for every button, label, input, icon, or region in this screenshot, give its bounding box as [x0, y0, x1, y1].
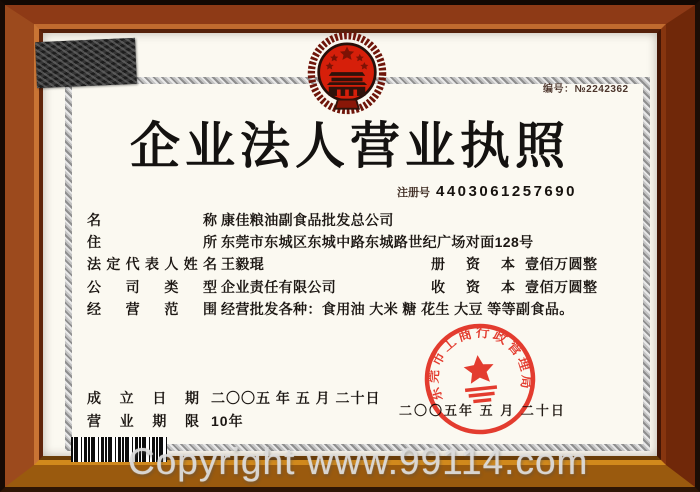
paid-in-capital-row	[431, 277, 598, 297]
registration-number-label: 注册号	[397, 187, 430, 199]
field-label: 经营范围	[87, 301, 217, 317]
field-row-company-type	[87, 277, 336, 297]
issue-date: 二〇〇五年 五 月 二十日	[399, 403, 566, 418]
term-label: 营业期限	[87, 413, 199, 429]
license-title: 企业法人营业执照	[130, 118, 570, 174]
field-row-address	[87, 232, 534, 252]
field-value: 东莞市东城区东城中路东城路世纪广场对面128号	[221, 234, 534, 250]
capital-value: 壹佰万圆整	[525, 256, 598, 272]
field-value: 经营批发各种：食用油 大米 糖 花生 大豆 等等副食品。	[221, 301, 574, 317]
serial-number: 编号：№2242362	[543, 84, 629, 95]
field-label: 名称	[87, 212, 217, 228]
capital-label: 收资本	[431, 279, 515, 295]
official-seal	[414, 313, 546, 445]
certificate-paper	[43, 33, 657, 456]
established-label: 成立日期	[87, 390, 199, 406]
field-value: 企业责任有限公司	[221, 279, 337, 295]
field-row-legal-representative	[87, 254, 264, 274]
corner-smudge-mark	[35, 38, 137, 88]
field-value: 王毅琨	[221, 256, 265, 272]
established-value: 二〇〇五 年 五 月 二十日	[211, 390, 381, 406]
seal-text: 东莞市工商行政管理局	[425, 324, 535, 404]
business-term-row	[87, 411, 244, 431]
capital-value: 壹佰万圆整	[525, 279, 598, 295]
field-label: 法定代表人姓名	[87, 256, 217, 272]
term-value: 10年	[211, 413, 244, 429]
field-label: 住所	[87, 234, 217, 250]
capital-label: 册资本	[431, 256, 515, 272]
national-emblem-icon	[301, 32, 393, 116]
registered-capital-row	[431, 254, 598, 274]
registration-number-value: 4403061257690	[436, 183, 577, 200]
established-date-row	[87, 388, 381, 408]
watermark-text: Copyright www.99114.com	[128, 441, 589, 482]
field-label: 公司类型	[87, 279, 217, 295]
registration-number-row	[397, 183, 577, 200]
field-row-name	[87, 210, 394, 230]
field-value: 康佳粮油副食品批发总公司	[221, 212, 394, 228]
